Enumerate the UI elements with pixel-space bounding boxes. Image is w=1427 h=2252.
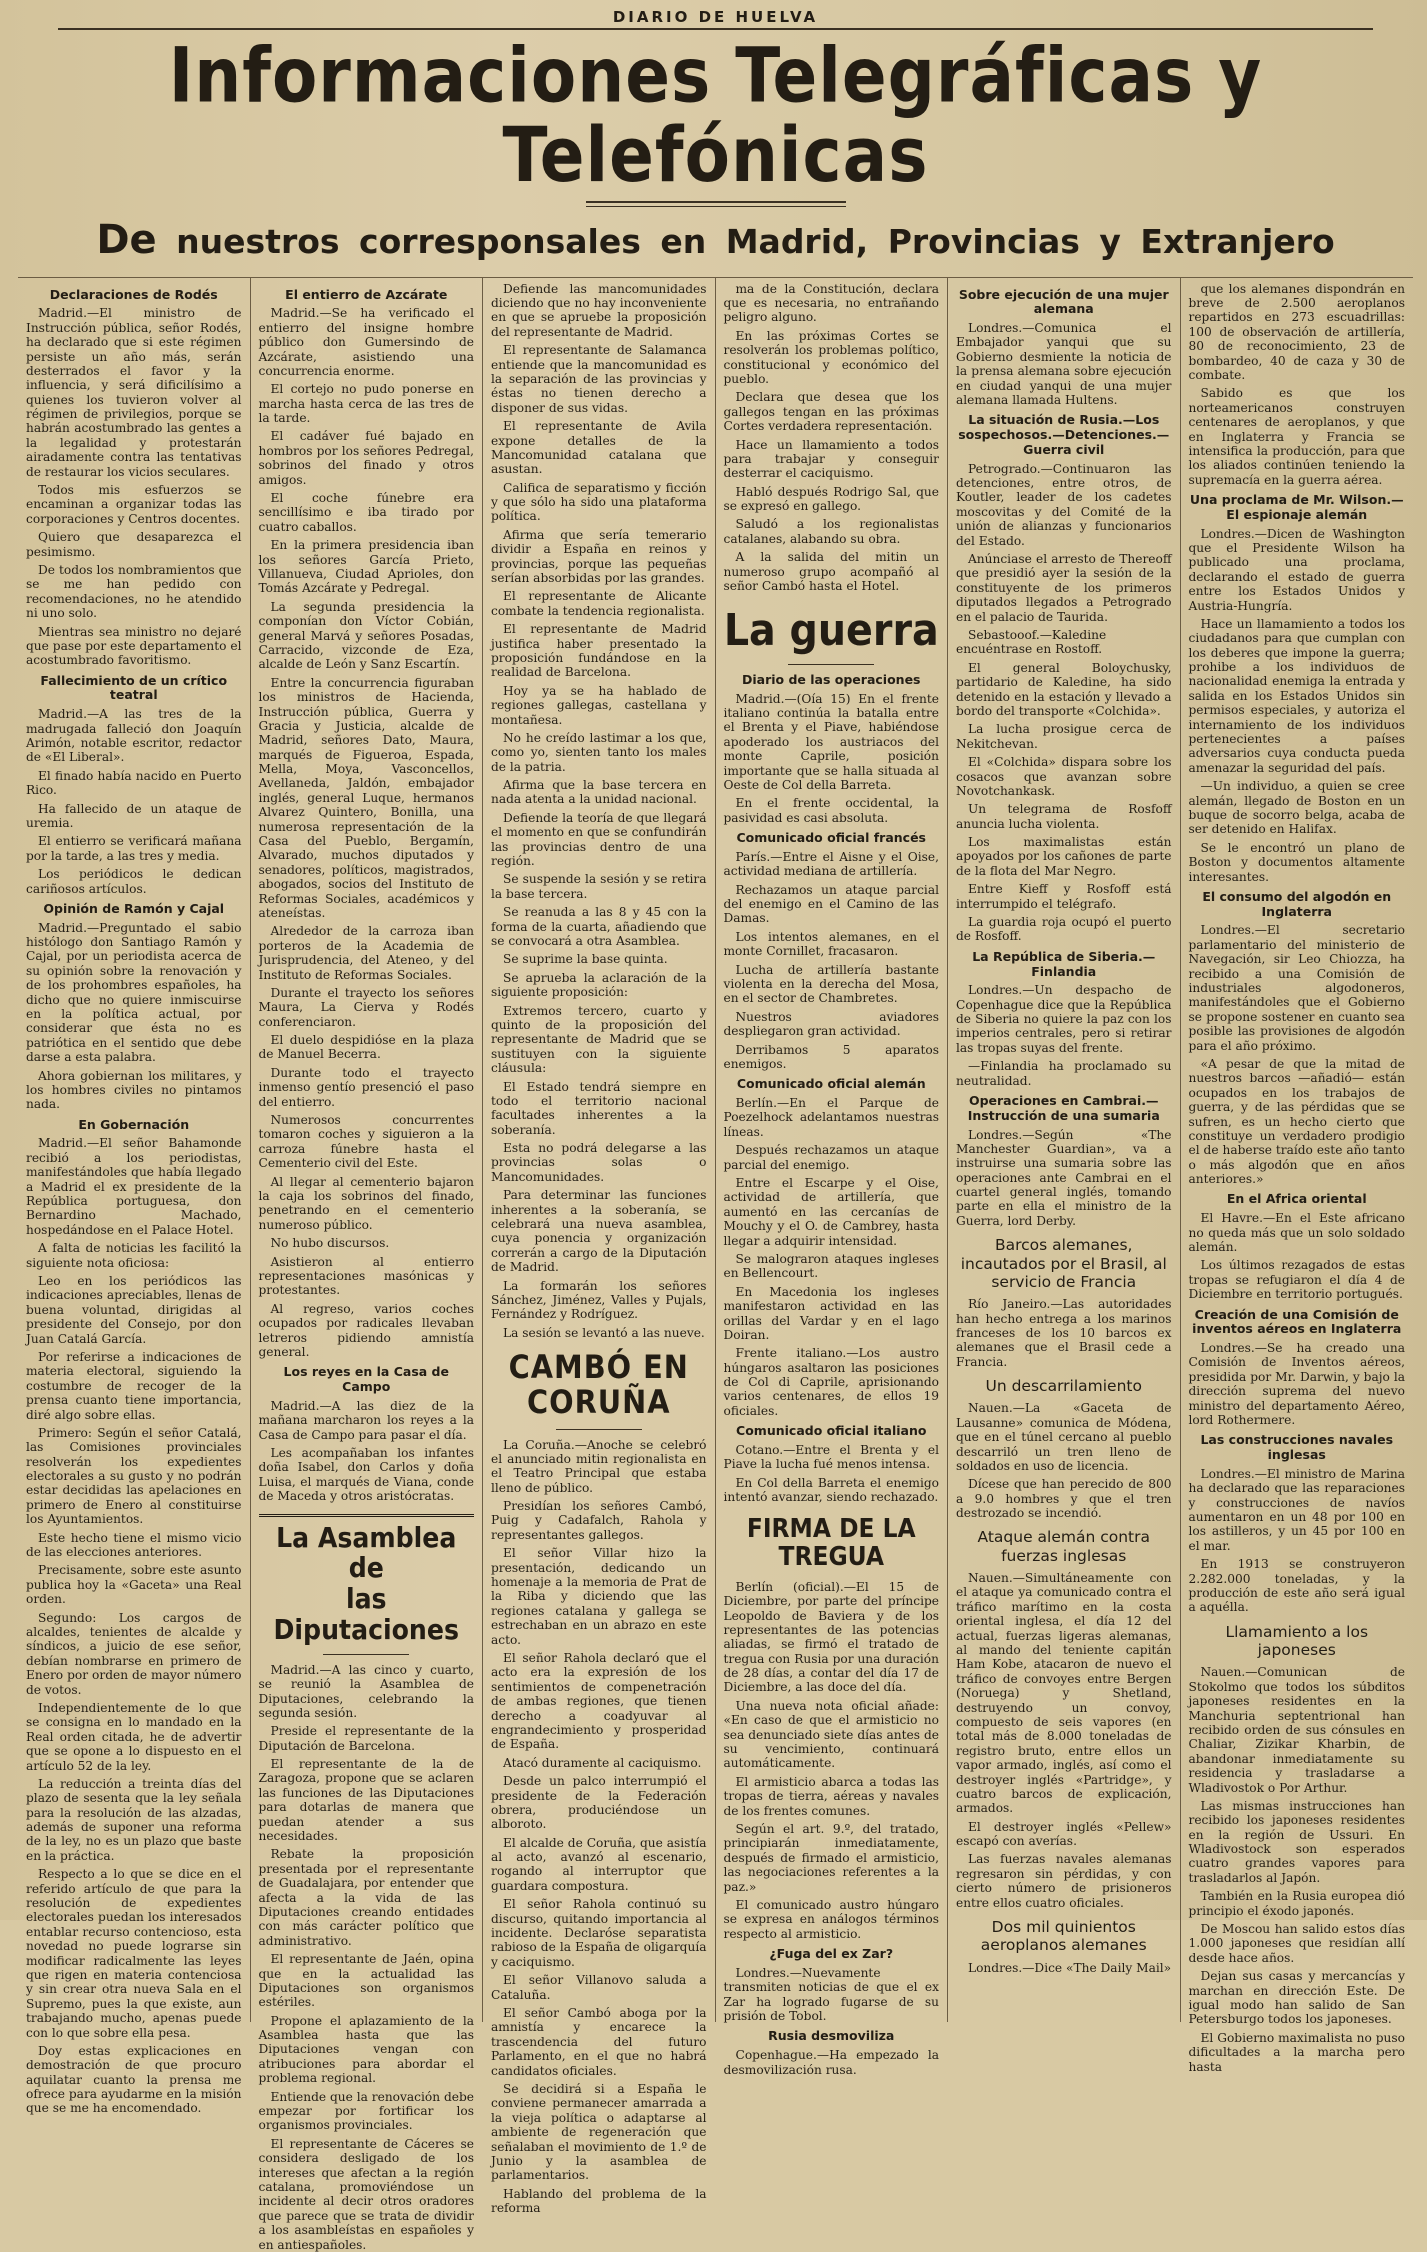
paragraph: De todos los nombramientos que se me han pedido con recomendaciones, no he atendido ni uno solo. (26, 562, 242, 621)
paragraph: Desde un palco interrumpió el presidente de la Federación obrera, produciéndose un alboroto. (491, 1774, 707, 1832)
column-5 (948, 278, 1181, 2022)
paragraph: Preside el representante de la Diputación de Barcelona. (258, 1724, 474, 1753)
paragraph: El Gobierno maximalista no puso dificultades a la marcha pero hasta (1188, 2030, 1405, 2074)
paragraph: A falta de noticias les facilitó la siguiente nota oficiosa: (26, 1241, 242, 1270)
paragraph: Extremos tercero, cuarto y quinto de la proposición del representante de Madrid que se sustituyen con la siguiente cláusula: (491, 1003, 707, 1076)
paragraph: Londres.—El secretario parlamentario del ministerio de Navegación, sir Leo Chiozza, ha recibido a una Comisión de industriales algodoneros, manifestándoles que el Gobierno se propone sostener en cuanto sea posible las provisiones de algodón para el año próximo. (1188, 923, 1405, 1053)
paragraph: Declara que desea que los gallegos tengan en las próximas Cortes verdadera representación. (723, 390, 939, 434)
paragraph: Presidían los señores Cambó, Puig y Cadafalch, Rahola y representantes gallegos. (491, 1499, 707, 1542)
article-title: Opinión de Ramón y Cajal (43, 900, 225, 916)
paragraph: La reducción a treinta días del plazo de sesenta que la ley señala para la resolución de las alzadas, además de suponer una reforma de la ley, no es un plazo que baste en la práctica. (26, 1776, 242, 1863)
paragraph: En Macedonia los ingleses manifestaron actividad en las orillas del Vardar y en el lago Doiran. (723, 1284, 939, 1342)
paragraph: Una nueva nota oficial añade: «En caso de que el armisticio no sea denunciado siete días antes de su vencimiento, continuará automáticamente. (723, 1698, 939, 1771)
article-title: Fallecimiento de un crítico teatral (40, 672, 228, 703)
paragraph: Londres.—El ministro de Marina ha declarado que las reparaciones y construcciones de navíos aumentaron en un 48 por 100 en los astilleros, y un 45 por 100 en el mar. (1188, 1466, 1405, 1553)
paragraph: Dejan sus casas y mercancías y marchan en dirección Este. De igual modo han salido de San Petersburgo todos los japoneses. (1188, 1969, 1405, 2027)
paragraph: El finado había nacido en Puerto Rico. (26, 768, 242, 798)
column-2 (251, 278, 484, 2252)
article-title: La situación de Rusia.—Los sospechosos.—Detenciones.—Guerra civil (958, 412, 1170, 457)
paragraph: Hoy ya se ha hablado de regiones gallegas, castellana y montañesa. (491, 683, 707, 727)
paragraph: Madrid.—A las diez de la mañana marcharon los reyes a la Casa de Campo para pasar el día. (258, 1398, 474, 1442)
article-title-large: Dos mil quinientos aeroplanos alemanes (980, 1918, 1147, 1955)
asamblea-headline-line-2: las Diputaciones (273, 1582, 459, 1646)
paragraph: ma de la Constitución, declara que es necesaria, no entrañando peligro alguno. (723, 281, 939, 325)
article-title: Los reyes en la Casa de Campo (283, 1364, 449, 1395)
column-1 (18, 278, 251, 2116)
article-title: Rusia desmoviliza (768, 2028, 895, 2044)
subheadline (18, 217, 1413, 263)
paragraph: Londres.—Según «The Manchester Guardian», va a instruirse una sumaria sobre las operaciones ante Cambrai en el cuartel general inglés, tomando parte en ella el ministro de la Guerra, lord Derby. (956, 1127, 1172, 1228)
paragraph: Afirma que la base tercera en nada atenta a la unidad nacional. (491, 778, 707, 807)
paragraph: Atacó duramente al caciquismo. (503, 1755, 702, 1770)
article-title: Operaciones en Cambrai.—Instrucción de una sumaria (967, 1093, 1160, 1123)
tregua-headline: FIRMA DE LA TREGUA (746, 1513, 916, 1573)
paragraph: Entre Kieff y Rosfoff está interrumpido el telégrafo. (956, 882, 1172, 911)
paragraph: Londres.—Dicen de Washington que el Presidente Wilson ha publicado una proclama, declarando el estado de guerra entre los Estados Unidos y Austria-Hungría. (1188, 526, 1405, 613)
subhead-end: Provincias y Extranjero (887, 221, 1335, 261)
paragraph: Frente italiano.—Los austro húngaros asaltaron las posiciones de Col di Caprile, aprisionando varios centenares, de ellos 19 oficiales. (723, 1346, 939, 1418)
paragraph: Independientemente de lo que se consigna en lo mandado en la Real orden citada, he de advertir que se opone a lo dispuesto en el artículo 52 de la ley. (26, 1700, 242, 1773)
article-title-large: Un descarrilamiento (985, 1377, 1142, 1396)
paragraph: Madrid.—Se ha verificado el entierro del insigne hombre público don Gumersindo de Azcárate, asistiendo una concurrencia enorme. (258, 306, 474, 378)
paragraph: Ha fallecido de un ataque de uremia. (26, 801, 242, 830)
article-title: En el Africa oriental (1226, 1191, 1367, 1207)
paragraph: París.—Entre el Aisne y el Oise, actividad mediana de artillería. (723, 849, 939, 879)
paragraph: En 1913 se construyeron 2.282.000 toneladas, y la producción de este año será igual a aquélla. (1188, 1557, 1405, 1615)
paragraph: Esta no podrá delegarse a las provincias solas o Mancomunidades. (491, 1141, 707, 1184)
article-title-large: Llamamiento a los japoneses (1225, 1622, 1369, 1660)
paragraph: Entiende que la renovación debe empezar por fortificar los organismos provinciales. (258, 2089, 474, 2133)
paragraph: Londres.—Un despacho de Copenhague dice que la República de Siberia no quiere la paz con los imperios centrales, pero si retirar las tropas suyas del frente. (956, 983, 1172, 1055)
article-title: El consumo del algodón en Inglaterra (1202, 888, 1392, 919)
paragraph: El Havre.—En el Este africano no queda más que un solo soldado alemán. (1188, 1211, 1405, 1254)
paragraph: Para determinar las funciones inherentes a la soberanía, se celebrará una nueva asamblea, cuya ponencia y organización correrán a cargo de la Diputación de Madrid. (491, 1188, 707, 1275)
paragraph: Nauen.—Comunican de Stokolmo que todos los súbditos japoneses residentes en la Manchuria septentrional han recibido orden de sus cónsules en Chaliar, Zizikar Kharbin, de abandonar inmediatamente su residencia y trasladarse a Wladivostok o Por Arthur. (1188, 1665, 1405, 1795)
paragraph: «A pesar de que la mitad de nuestros barcos —añadió— están ocupados en los trabajos de guerra, y de las pérdidas que se sufren, es un hecho cierto que constituye un verdadero prodigio el de haberse traído este año tanto o más algodón que en años anteriores.» (1188, 1056, 1405, 1187)
paragraph: Respecto a lo que se dice en el referido artículo de que para la resolución de expedientes electorales puedan los interesados entablar recurso contencioso, esta novedad no puede lograrse sin modificar radicalmente las leyes que rigen en materia contenciosa y sin crear otra nueva Sala en el Supremo, pues la que existe, aun trabajando mucho, apenas puede con lo que sobre ella pesa. (26, 1867, 242, 2040)
paragraph: Al regreso, varios coches ocupados por radicales llevaban letreros pidiendo amnistía general. (258, 1301, 474, 1359)
paragraph: En las próximas Cortes se resolverán los problemas político, constitucional y económico del pueblo. (723, 328, 939, 386)
paragraph: Se aprueba la aclaración de la siguiente proposición: (491, 970, 707, 1000)
divider (323, 1654, 409, 1655)
paragraph: Hace un llamamiento a todos para trabajar y conseguir desterrar el caciquismo. (723, 437, 939, 481)
paragraph: Las mismas instrucciones han recibido los japoneses residentes en la región de Ussuri. En Wladivostock son esperados cuatro grandes vapores para trasladarlos al Japón. (1188, 1798, 1405, 1885)
paragraph: La Coruña.—Anoche se celebró el anunciado mitin regionalista en el Teatro Principal que estaba lleno de público. (491, 1437, 707, 1495)
paragraph: De Moscou han salido estos días 1.000 japoneses que residían allí desde hace años. (1188, 1922, 1405, 1965)
paragraph: Leo en los periódicos las indicaciones apreciables, llenas de buena voluntad, dirigidas al presidente del Consejo, por don Juan Catalá García. (26, 1274, 242, 1346)
paragraph: Madrid.—(Oía 15) En el frente italiano continúa la batalla entre el Brenta y el Piave, habiéndose apoderado los austriacos del monte Caprile, posición importante que se halla situada al Oeste de Col della Barreta. (723, 691, 939, 792)
paragraph: El representante de Alicante combate la tendencia regionalista. (491, 589, 707, 618)
paragraph: La lucha prosigue cerca de Nekitchevan. (956, 722, 1172, 751)
paragraph: En la primera presidencia iban los señores García Prieto, Villanueva, Ciudad Aprioles, don Tomás Azcárate y Pedregal. (258, 538, 474, 596)
paragraph: Hace un llamamiento a todos los ciudadanos para que cumplan con los deberes que impone la guerra; prohibe a los individuos de nacionalidad enemiga la entrada y salida en los Estados Unidos sin permisos especiales, y autoriza el internamiento de los individuos pertenecientes a países adversarios cuya conducta pueda amenazar la seguridad del país. (1188, 616, 1405, 775)
paragraph: Las fuerzas navales alemanas regresaron sin pérdidas, y con cierto número de prisioneros entre ellos cuatro oficiales. (956, 1852, 1172, 1910)
paragraph: El representante de Jaén, opina que en la actualidad las Diputaciones son organismos estériles. (258, 1952, 474, 2010)
paragraph: Durante el trayecto los señores Maura, La Cierva y Rodés conferenciaron. (258, 985, 474, 1029)
paragraph: Madrid.—A las tres de la madrugada falleció don Joaquín Arimón, notable escritor, redactor de «El Liberal». (26, 707, 242, 765)
page-headline: Informaciones Telegráficas y Telefónicas (168, 31, 1263, 200)
paragraph: Defiende las mancomunidades diciendo que no hay inconveniente en que se apruebe la proposición del representante de Madrid. (491, 281, 707, 339)
paragraph: Asistieron al entierro representaciones masónicas y protestantes. (258, 1254, 474, 1298)
paragraph: —Finlandia ha proclamado su neutralidad. (956, 1059, 1172, 1088)
paragraph: Durante todo el trayecto inmenso gentío presenció el paso del entierro. (258, 1065, 474, 1109)
paragraph: Quiero que desaparezca el pesimismo. (26, 530, 242, 559)
column-4 (716, 278, 949, 2077)
paragraph: El cadáver fué bajado en hombros por los señores Pedregal, sobrinos del finado y otros amigos. (258, 429, 474, 487)
paragraph: Los maximalistas están apoyados por los cañones de parte de la flota del Mar Negro. (956, 835, 1172, 878)
paragraph: No he creído lastimar a los que, como yo, sienten tanto los males de la patria. (491, 730, 707, 774)
paragraph: Saludó a los regionalistas catalanes, alabando su obra. (723, 517, 939, 546)
subhead-lead: De (96, 216, 157, 263)
paragraph: Ahora gobiernan los militares, y los hombres civiles no pintamos nada. (26, 1068, 242, 1112)
paragraph: Este hecho tiene el mismo vicio de las elecciones anteriores. (26, 1530, 242, 1560)
paragraph: Nauen.—Simultáneamente con el ataque ya comunicado contra el tráfico marítimo en la costa oriental inglesa, el día 12 del actual, fuerzas ligeras alemanas, al mando del teniente capitán Ham Kobe, atacaron de nuevo el tráfico de convoyes entre Bergen (Noruega) y Shetland, destruyendo un convoy, compuesto de seis vapores (en total más de 8.000 toneladas de registro bruto, entre ellos un vapor armado, inglés, así como el destroyer inglés «Partridge», y cuatro barcos de explicación, armados. (956, 1571, 1172, 1816)
paragraph: Madrid.—El ministro de Instrucción pública, señor Rodés, ha declarado que si este régimen persiste un año más, serán desterrados el favor y la influencia, y será dificilísimo a quienes los tuvieron volver al régimen de privilegios, porque se habrán acostumbrado las gentes a la legalidad y protestarán airadamente contra las tentativas de restaurar los vicios seculares. (26, 306, 242, 479)
paragraph: Nauen.—La «Gaceta de Lausanne» comunica de Módena, que en el túnel cercano al pueblo descarriló un tren lleno de soldados en uso de licencia. (956, 1401, 1172, 1473)
paragraph: El comunicado austro húngaro se expresa en análogos términos respecto al armisticio. (723, 1897, 939, 1941)
paragraph: Según el art. 9.º, del tratado, principiarán inmediatamente, después de firmado el armisticio, las negociaciones referentes a la paz.» (723, 1821, 939, 1894)
guerra-headline: La guerra (723, 605, 939, 657)
paragraph: Madrid.—Preguntado el sabio histólogo don Santiago Ramón y Cajal, por un periodista acerca de su opinión sobre la renovación y de los prohombres españoles, ha dicho que no quiere inmiscuirse en la política actual, por considerar que ésta no es patriótica en el sentido que debe darse a esta palabra. (26, 920, 242, 1065)
article-title: Una proclama de Mr. Wilson.—El espionaje alemán (1189, 492, 1404, 522)
paragraph: La formarán los señores Sánchez, Jiménez, Valles y Pujals, Fernández y Rodríguez. (491, 1278, 707, 1322)
paragraph: Segundo: Los cargos de alcaldes, tenientes de alcalde y síndicos, a juicio de ese señor, debían nombrarse en primero de Enero por orden de mayor número de votos. (26, 1610, 242, 1697)
paragraph: También en la Rusia europea dió principio el éxodo japonés. (1188, 1889, 1405, 1918)
paragraph: Al llegar al cementerio bajaron la caja los sobrinos del finado, penetrando en el cementerio numeroso público. (258, 1174, 474, 1232)
article-title: Comunicado oficial italiano (736, 1423, 927, 1439)
paragraph: No hubo discursos. (270, 1236, 390, 1251)
paragraph: El señor Villanovo saluda a Cataluña. (491, 1973, 707, 2002)
paragraph: Habló después Rodrigo Sal, que se expresó en gallego. (723, 484, 939, 514)
paragraph: Anúnciase el arresto de Thereoff que presidió ayer la sesión de la constituyente de los primeros diputados llegados a Petrogrado en el palacio de Taurida. (956, 552, 1172, 624)
article-title: Las construcciones navales inglesas (1200, 1432, 1394, 1463)
paragraph: —Un individuo, a quien se cree alemán, llegado de Boston en un buque de socorro belga, acaba de ser detenido en Halifax. (1188, 779, 1405, 837)
article-title-large: Barcos alemanes, incautados por el Brasil, al servicio de Francia (960, 1236, 1167, 1291)
ornament-rule (18, 201, 1413, 207)
paragraph: Petrogrado.—Continuaron las detenciones, entre otros, de Koutler, leader de los cadetes moscovitas y del Comité de la unión de alianzas y funcionarios del Estado. (956, 461, 1172, 548)
paragraph: Los intentos alemanes, en el monte Cornillet, fracasaron. (723, 929, 939, 959)
paragraph: Se malograron ataques ingleses en Bellencourt. (723, 1251, 939, 1281)
paragraph: Copenhague.—Ha empezado la desmovilización rusa. (723, 2048, 939, 2077)
article-columns (18, 277, 1413, 2252)
paragraph: Numerosos concurrentes tomaron coches y siguieron a la carroza fúnebre hasta el Cementerio civil del Este. (258, 1113, 474, 1171)
paragraph: Les acompañaban los infantes doña Isabel, don Carlos y doña Luisa, el marqués de Viana, conde de Maceda y otros aristócratas. (258, 1445, 474, 1504)
paragraph: Londres.—Comunica el Embajador yanqui que su Gobierno desmiente la noticia de la prensa alemana sobre ejecución en ciudad yanqui de una mujer alemana llamada Hultens. (956, 321, 1172, 408)
article-title: El entierro de Azcárate (285, 286, 448, 302)
paragraph: Río Janeiro.—Las autoridades han hecho entrega a los marinos franceses de los 10 barcos ex alemanes que el Brasil cede a Francia. (956, 1297, 1172, 1369)
paragraph: El representante de Madrid justifica haber presentado la proposición fundándose en la realidad de Barcelona. (491, 622, 707, 680)
divider (788, 664, 874, 665)
paragraph: El Estado tendrá siempre en todo el territorio nacional facultades inherentes a la soberanía. (491, 1079, 707, 1137)
paragraph: Rebate la proposición presentada por el representante de Guadalajara, por entender que afecta a la vida de las Diputaciones creando entidades con más carácter político que administrativo. (258, 1847, 474, 1948)
article-title: Sobre ejecución de una mujer alemana (958, 286, 1169, 317)
paragraph: El representante de Salamanca entiende que la mancomunidad es la separación de las provincias y éstas no tienen derecho a disponer de sus vidas. (491, 343, 707, 415)
article-title-large: Ataque alemán contra fuerzas inglesas (977, 1528, 1150, 1565)
paragraph: Madrid.—A las cinco y cuarto, se reunió la Asamblea de Diputaciones, celebrando la segunda sesión. (258, 1662, 474, 1720)
paragraph: El señor Rahola continuó su discurso, quitando importancia al incidente. Declaróse separatista rabioso de la España de oligarquía y caciquismo. (491, 1897, 707, 1969)
paragraph: Califica de separatismo y ficción y que sólo ha sido una plataforma política. (491, 480, 707, 524)
paragraph: El «Colchida» dispara sobre los cosacos que avanzan sobre Novotchankask. (956, 755, 1172, 798)
article-title: Declaraciones de Rodés (49, 286, 218, 302)
paragraph: La sesión se levantó a las nueve. (503, 1325, 705, 1340)
paragraph: Hablando del problema de la reforma (491, 2186, 707, 2216)
paragraph: Dícese que han perecido de 800 a 9.0 hombres y que el tren destrozado se incendió. (956, 1477, 1172, 1521)
paragraph: Defiende la teoría de que llegará el momento en que se confundirán las provincias dentro de una región. (491, 810, 707, 869)
paragraph: Se suprime la base quinta. (503, 952, 668, 967)
paragraph: Los últimos rezagados de estas tropas se refugiaron el día 4 de Diciembre en territorio portugués. (1188, 1258, 1405, 1302)
paragraph: Cotano.—Entre el Brenta y el Piave la lucha fué menos intensa. (723, 1442, 939, 1472)
paragraph: Se suspende la sesión y se retira la base tercera. (491, 872, 707, 901)
article-title: Comunicado oficial alemán (736, 1076, 926, 1092)
paragraph: Se decidirá si a España le conviene permanecer amarrada a la vieja política o adaptarse al ambiente de regeneración que señalaban el movimiento de 1.º de Junio y la asamblea de parlamentarios. (491, 2081, 707, 2183)
paragraph: El representante de la de Zaragoza, propone que se aclaren las funciones de las Diputaciones para dotarlas de manera que puedan atender a sus necesidades. (258, 1757, 474, 1844)
paragraph: El señor Rahola declaró que el acto era la expresión de los sentimientos de compenetración de ambas regiones, que tienen derecho a coadyuvar al engrandecimiento y prosperidad de España. (491, 1651, 707, 1752)
paragraph: Sebastooof.—Kaledine encuéntrase en Rostoff. (956, 627, 1107, 657)
paragraph: que los alemanes dispondrán en breve de 2.500 aeroplanos repartidos en 273 escuadrillas: 100 de observación de artillería, 80 de reconocimiento, 23 de bombardeo, 40 de caza y 30 de combate. (1188, 281, 1405, 382)
paragraph: Berlín (oficial).—El 15 de Diciembre, por parte del príncipe Leopoldo de Baviera y de los representantes de las potencias aliadas, se firmó el tratado de tregua con Rusia por una duración de 28 días, a contar del día 17 de Diciembre, a las doce del día. (723, 1579, 939, 1695)
paragraph: Afirma que sería temerario dividir a España en reinos y provincias, porque las pequeñas serían absorbidas por las grandes. (491, 527, 707, 586)
paragraph: Entre el Escarpe y el Oise, actividad de artillería, que aumentó en las cercanías de Mouchy y el O. de Cambrey, hasta llegar a adquirir intensidad. (723, 1175, 939, 1248)
paragraph: A la salida del mitin un numeroso grupo acompañó al señor Cambó hasta el Hotel. (723, 550, 939, 594)
paragraph: El cortejo no pudo ponerse en marcha hasta cerca de las tres de la tarde. (258, 382, 474, 426)
paragraph: Sabido es que los norteamericanos construyen centenares de aeroplanos, y que en Inglaterra y Francia se intensifica la producción, para que los aliados continúen teniendo la supremacía en la guerra aérea. (1188, 386, 1405, 487)
divider (556, 1429, 642, 1430)
paragraph: Rechazamos un ataque parcial del enemigo en el Camino de las Damas. (723, 882, 939, 926)
paragraph: Madrid.—El señor Bahamonde recibió a los periodistas, manifestándoles que había llegado a Madrid el ex presidente de la República portuguesa, don Bernardino Machado, hospedándose en el Palace Hotel. (26, 1136, 242, 1237)
subhead-middle: nuestros corresponsales en Madrid, (176, 221, 869, 261)
paragraph: La guardia roja ocupó el puerto de Rosfoff. (956, 915, 1172, 944)
asamblea-headline (259, 1514, 475, 1646)
paragraph: El señor Cambó aboga por la amnistía y encarece la trascendencia del futuro Parlamento, en el que no habrá candidatos oficiales. (491, 2005, 707, 2078)
paragraph: El entierro se verificará mañana por la tarde, a las tres y media. (26, 834, 242, 863)
running-head: DIARIO DE HUELVA (58, 8, 1373, 30)
paragraph: El duelo despidióse en la plaza de Manuel Becerra. (258, 1033, 474, 1062)
paragraph: El general Boloychusky, partidario de Kaledine, ha sido detenido en la estación y llevado a bordo del transporte «Colchida». (956, 660, 1172, 718)
paragraph: Un telegrama de Rosfoff anuncia lucha violenta. (956, 802, 1172, 831)
paragraph: Derribamos 5 aparatos enemigos. (723, 1042, 939, 1071)
paragraph: El representante de Avila expone detalles de la Mancomunidad catalana que asustan. (491, 419, 707, 477)
column-3 (483, 278, 716, 2216)
paragraph: En el frente occidental, la pasividad es casi absoluta. (723, 796, 939, 825)
paragraph: Precisamente, sobre este asunto publica hoy la «Gaceta» una Real orden. (26, 1563, 242, 1607)
paragraph: Se le encontró un plano de Boston y documentos altamente interesantes. (1188, 840, 1405, 884)
paragraph: El alcalde de Coruña, que asistía al acto, avanzó al escenario, rogando al interruptor que guardara compostura. (491, 1835, 707, 1893)
asamblea-headline-line-1: La Asamblea de (276, 1520, 457, 1585)
paragraph: Se reanuda a las 8 y 45 con la forma de la cuarta, añadiendo que se convocará a otra Asamblea. (491, 905, 707, 948)
paragraph: Todos mis esfuerzos se encaminan a organizar todas las corporaciones y Centros docentes. (26, 483, 242, 526)
paragraph: El señor Villar hizo la presentación, dedicando un homenaje a la memoria de Prat de la Riba y diciendo que las regiones catalana y gallega se estrechaban en un abrazo en este acto. (491, 1546, 707, 1647)
paragraph: El coche fúnebre era sencillísimo e iba tirado por cuatro caballos. (258, 491, 474, 534)
article-title: Comunicado oficial francés (736, 830, 926, 846)
paragraph: En Col della Barreta el enemigo intentó avanzar, siendo rechazado. (723, 1475, 939, 1505)
article-title: Diario de las operaciones (742, 671, 921, 687)
column-6 (1181, 278, 1414, 2074)
article-title: ¿Fuga del ex Zar? (769, 1946, 894, 1962)
paragraph: El representante de Cáceres se considera desligado de los intereses que afectan a la región catalana, promoviéndose un incidente al decir otros oradores que parece que se trata de dividir a los asambleístas en españoles y en antiespañoles. (258, 2136, 474, 2252)
paragraph: Primero: Según el señor Catalá, las Comisiones provinciales resolverán los expedientes electorales a su gusto y no podrán estar decididas las apelaciones en primero de Enero al constituirse los Ayuntamientos. (26, 1425, 242, 1527)
article-title: La República de Siberia.—Finlandia (972, 948, 1156, 979)
paragraph: Nuestros aviadores despliegaron gran actividad. (723, 1009, 939, 1039)
paragraph: Lucha de artillería bastante violenta en la derecha del Mosa, en el sector de Chambretes. (723, 962, 939, 1006)
paragraph: Londres.—Dice «The Daily Mail» (968, 1960, 1172, 1975)
paragraph: Londres.—Nuevamente transmiten noticias de que el ex Zar ha logrado fugarse de su prisión de Tobol. (723, 1965, 939, 2024)
paragraph: El armisticio abarca a todas las tropas de tierra, aéreas y navales de los frentes comunes. (723, 1774, 939, 1818)
paragraph: La segunda presidencia la componían don Víctor Cobián, general Marvá y señores Posadas, Carracido, vizconde de Eza, alcalde de León y Sanz Escartín. (258, 599, 474, 672)
paragraph: Después rechazamos un ataque parcial del enemigo. (723, 1143, 939, 1172)
paragraph: Berlín.—En el Parque de Poezelhock adelantamos nuestras líneas. (723, 1096, 939, 1139)
paragraph: Propone el aplazamiento de la Asamblea hasta que las Diputaciones vengan con atribuciones para abordar el problema regional. (258, 2013, 474, 2086)
paragraph: El destroyer inglés «Pellew» escapó con averías. (956, 1819, 1172, 1849)
paragraph: Doy estas explicaciones en demostración de que procuro aquilatar cuanto la prensa me ofrece para ayudarme en la misión que se me ha encomendado. (26, 2043, 242, 2116)
paragraph: Entre la concurrencia figuraban los ministros de Hacienda, Instrucción pública, Guerra y Gracia y Justicia, alcalde de Madrid, señores Dato, Maura, marqués de Figueroa, Espada, Mella, Moya, Vasconcellos, Avellaneda, Jaldón, embajador inglés, general Luque, hermanos Alvarez Quintero, Bonilla, una numerosa representación de la Casa del Pueblo, Bergamín, Alvarado, muchos diputados y senadores, políticos, magistrados, abogados, socios del Instituto de Reformas Sociales, académicos y ateneístas. (258, 675, 474, 920)
paragraph: Por referirse a indicaciones de materia electoral, siguiendo la costumbre de recoger de la prensa cuanto tiene importancia, diré algo sobre ellas. (26, 1349, 242, 1422)
article-title: Creación de una Comisión de inventos aéreos en Inglaterra (1192, 1306, 1402, 1337)
paragraph: Mientras sea ministro no dejaré que pase por este departamento el acostumbrado favoritismo. (26, 624, 242, 668)
cambo-headline: CAMBÓ EN CORUÑA (508, 1348, 689, 1422)
paragraph: Los periódicos le dedican cariñosos artículos. (26, 867, 242, 896)
article-title: En Gobernación (78, 1116, 190, 1132)
paragraph: Londres.—Se ha creado una Comisión de Inventos aéreos, presidida por Mr. Darwin, y bajo la dirección suprema del nuevo ministro del departamento Aéreo, lord Rothermere. (1188, 1341, 1405, 1428)
paragraph: Alrededor de la carroza iban porteros de la Academia de Jurisprudencia, del Ateneo, y del Instituto de Reformas Sociales. (258, 924, 474, 982)
